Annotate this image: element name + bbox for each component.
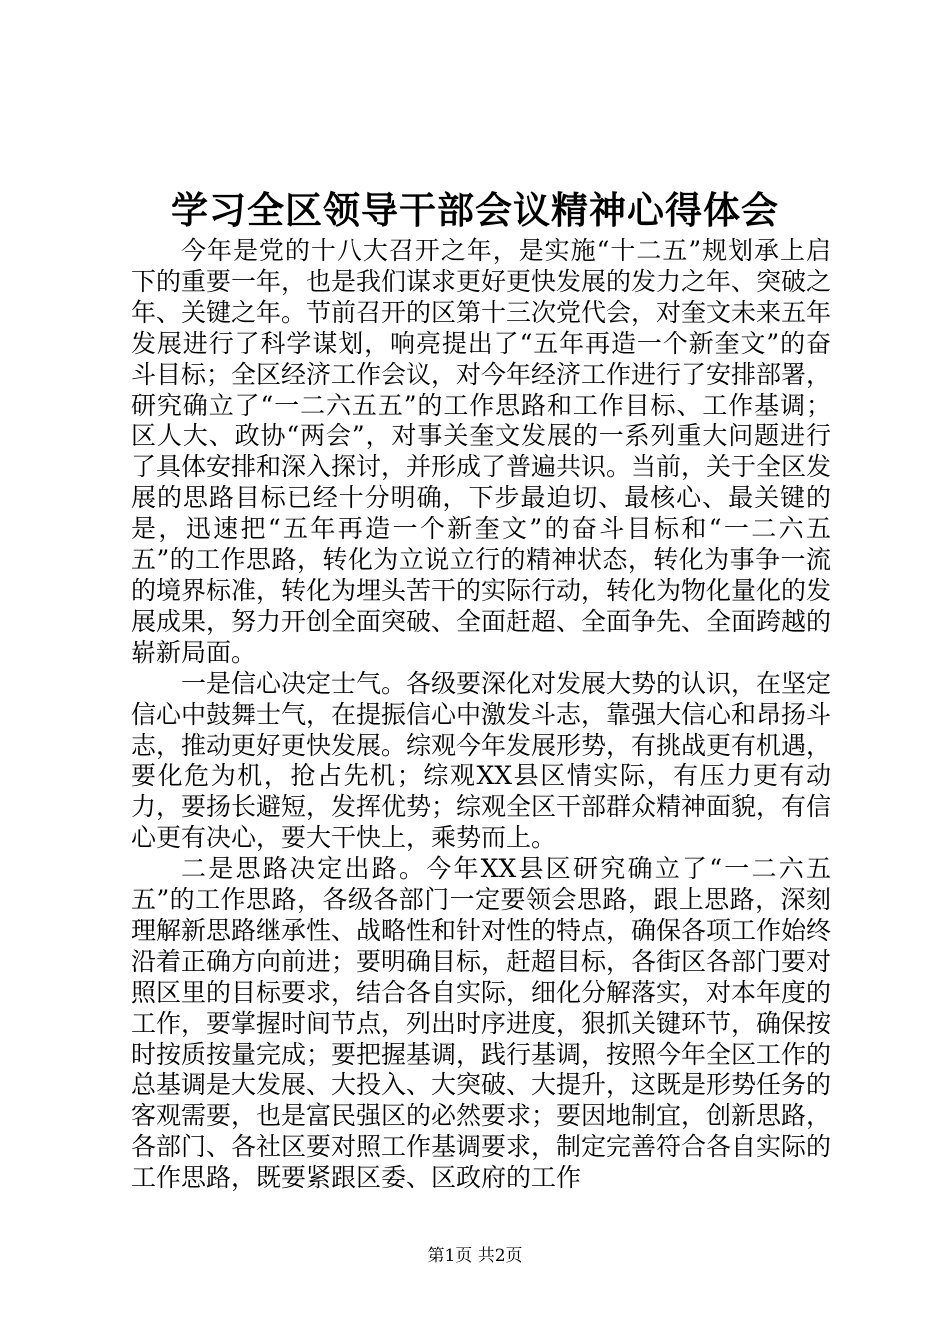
document-title: 学习全区领导干部会议精神心得体会 — [171, 188, 779, 232]
paragraph-approach: 二是思路决定出路。今年XX县区研究确立了“一二六五五”的工作思路，各级各部门一定要领会思路，跟上思路，深刻理解新思路继承性、战略性和针对性的特点，确保各项工作始终沿着正确方向前进；要明确目标，赶超目标，各街区各部门要对照区里的目标要求，结合各自实际，细化分解落实，对本年度的工作，要掌握时间节点，列出时序进度，狠抓关键环节，确保按时按质按量完成；要把握基调，践行基调，按照今年全区工作的总基调是大发展、大投入、大突破、大提升，这既是形势任务的客观需要，也是富民强区的必然要求；要因地制宜，创新思路，各部门、各社区要对照工作基调要求，制定完善符合各自实际的工作思路，既要紧跟区委、区政府的工作 — [131, 854, 832, 1193]
paragraph-intro: 今年是党的十八大召开之年，是实施“十二五”规划承上启下的重要一年，也是我们谋求更好更快发展的发力之年、突破之年、关键之年。节前召开的区第十三次党代会，对奎文未来五年发展进行了科学谋划，响亮提出了“五年再造一个新奎文”的奋斗目标；全区经济工作会议，对今年经济工作进行了安排部署，研究确立了“一二六五五”的工作思路和工作目标、工作基调；区人大、政协“两会”，对事关奎文发展的一系列重大问题进行了具体安排和深入探讨，并形成了普遍共识。当前，关于全区发展的思路目标已经十分明确，下步最迫切、最核心、最关键的是，迅速把“五年再造一个新奎文”的奋斗目标和“一二六五五”的工作思路，转化为立说立行的精神状态，转化为事争一流的境界标准，转化为埋头苦干的实际行动，转化为物化量化的发展成果，努力开创全面突破、全面赶超、全面争先、全面跨越的崭新局面。 — [131, 236, 832, 667]
page-number-footer: 第1页 共2页 — [427, 1246, 523, 1266]
paragraph-confidence: 一是信心决定士气。各级要深化对发展大势的认识，在坚定信心中鼓舞士气，在提振信心中激发斗志，靠强大信心和昂扬斗志，推动更好更快发展。综观今年发展形势，有挑战更有机遇，要化危为机，抢占先机；综观XX县区情实际，有压力更有动力，要扬长避短，发挥优势；综观全区干部群众精神面貌，有信心更有决心，要大干快上，乘势而上。 — [131, 668, 832, 853]
document-body — [131, 236, 831, 1194]
